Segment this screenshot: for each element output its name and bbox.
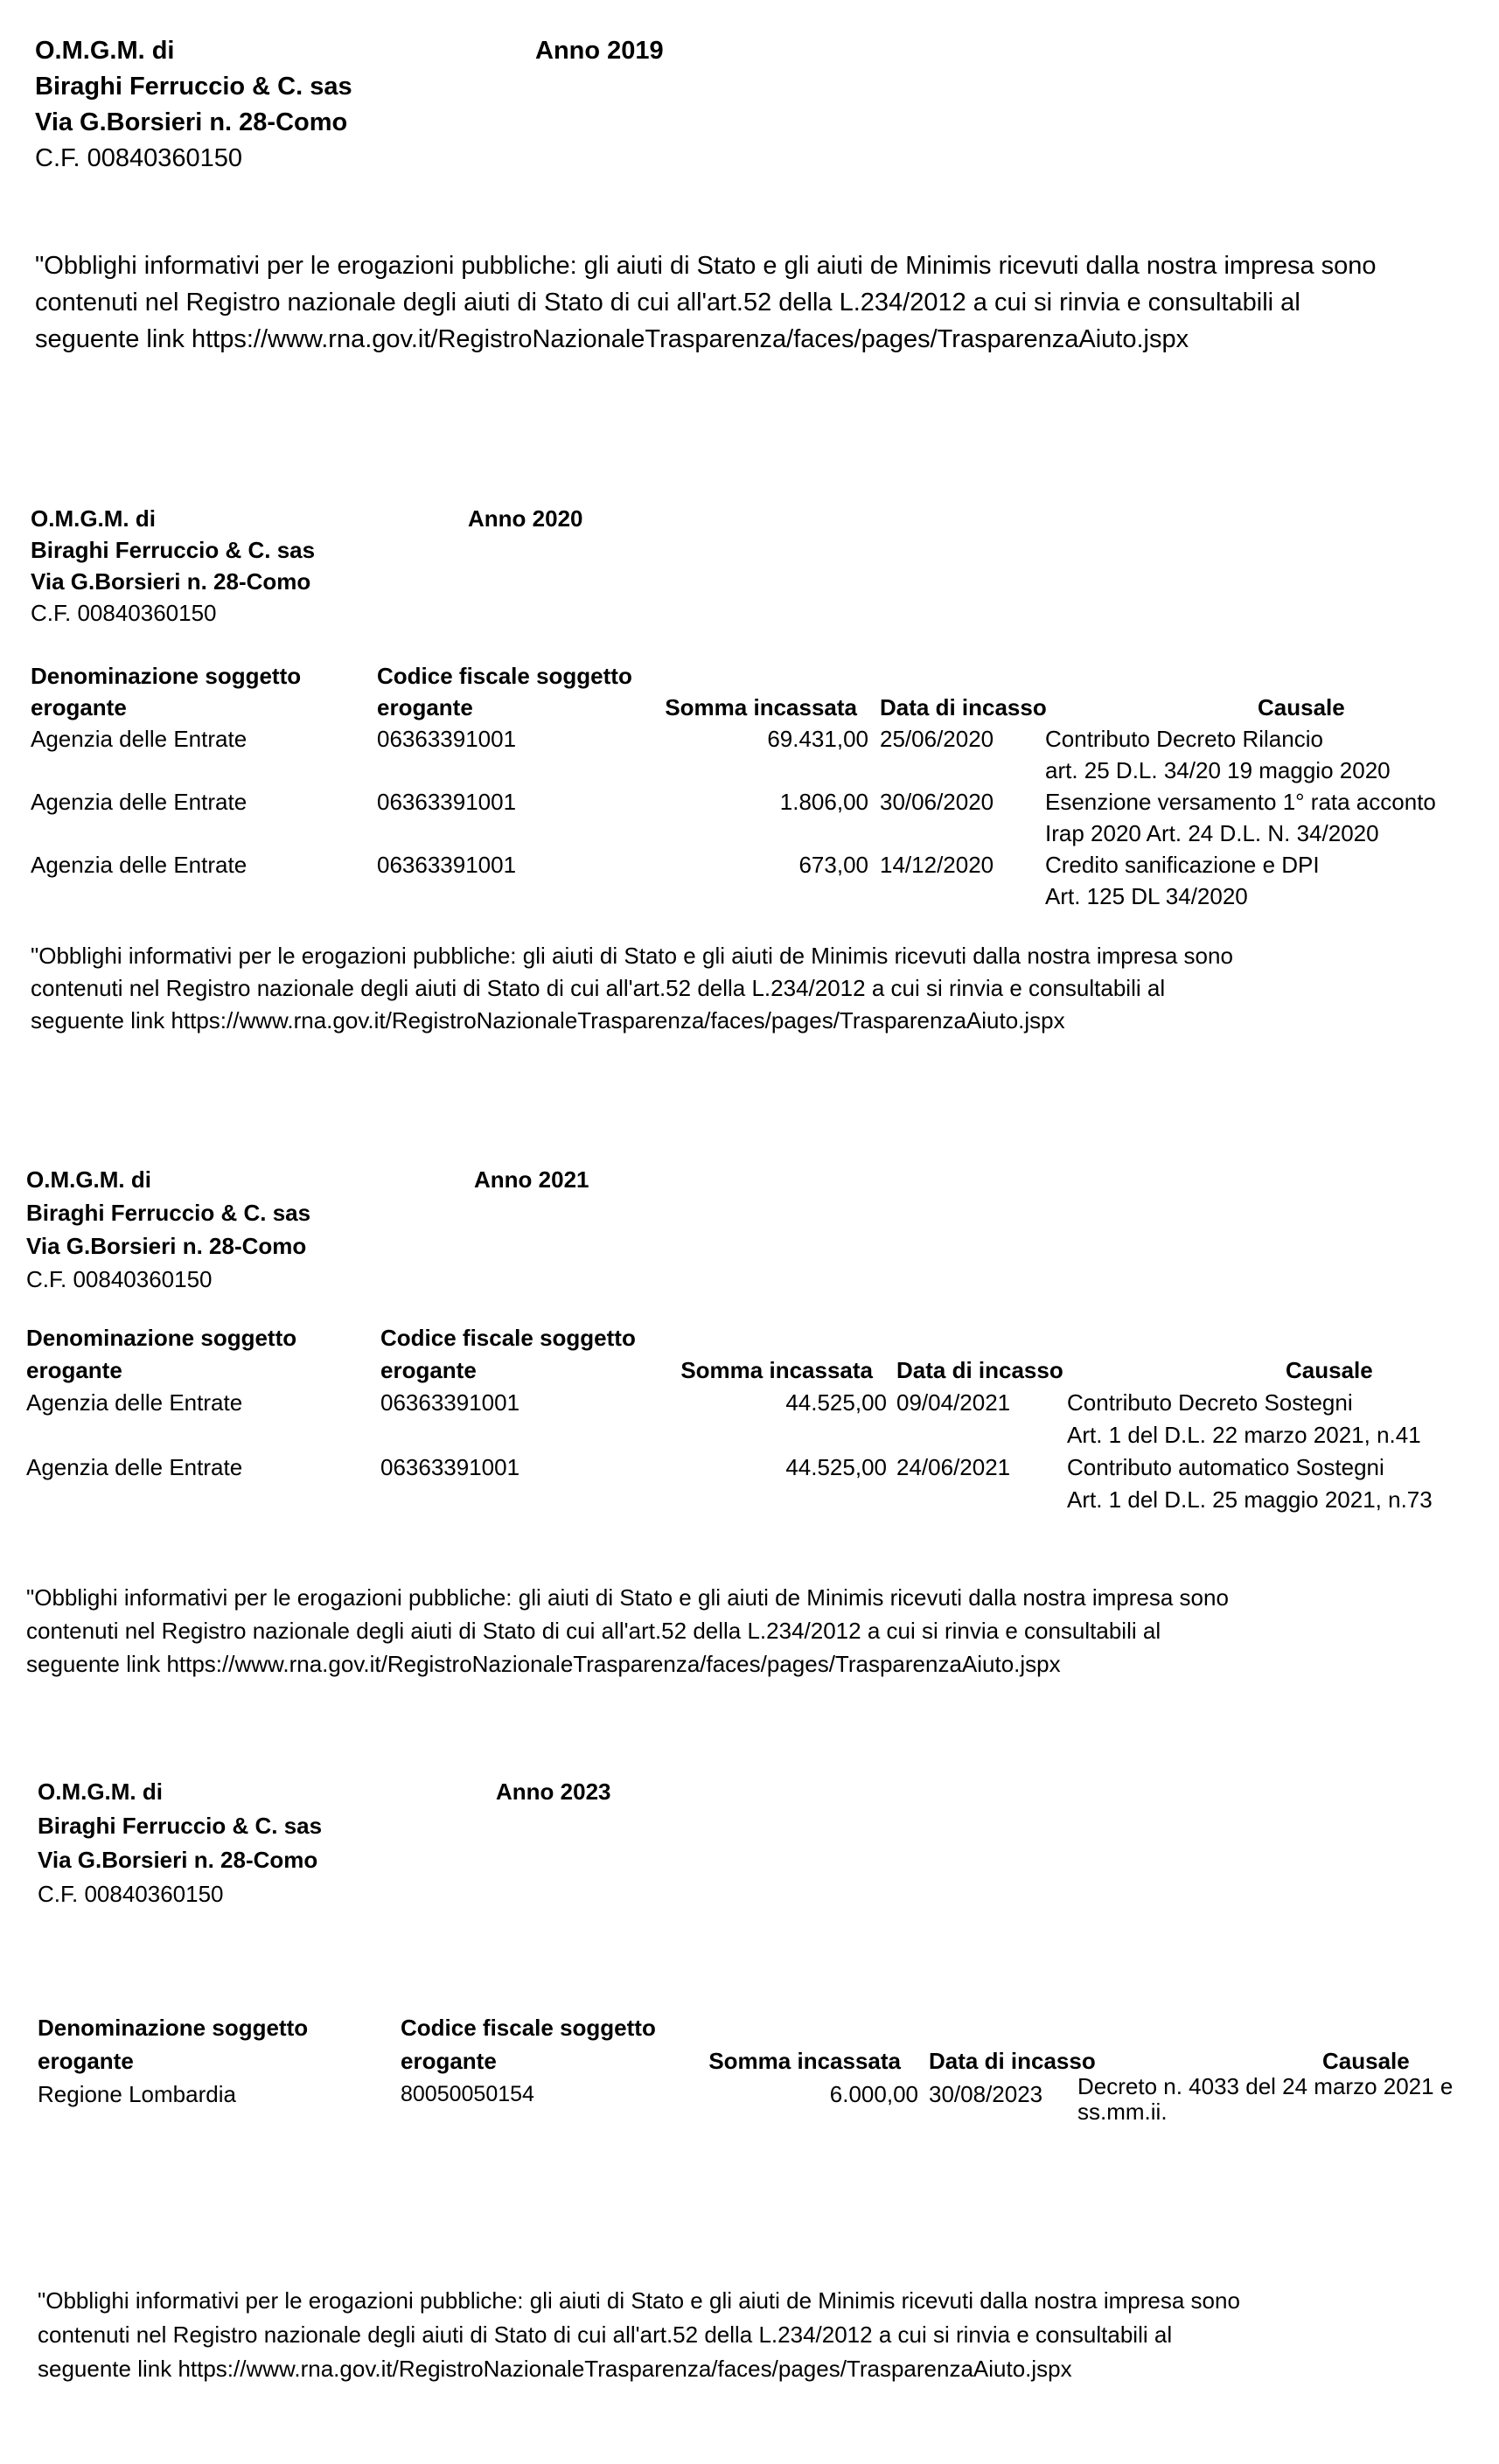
cell-causale: Credito sanificazione e DPI — [1045, 852, 1320, 878]
notice — [38, 2284, 1240, 2386]
cell-ente: Agenzia delle Entrate — [31, 726, 248, 752]
notice-line: contenuti nel Registro nazionale degli aiuti di Stato di cui all'art.52 della L.234/2012 a cui si rinvia e consultabili al — [35, 289, 1300, 317]
header-data: Data di incasso — [929, 2048, 1096, 2074]
header-somma: Somma incassata — [708, 2048, 901, 2074]
header-codice: Codice fiscale soggetto — [380, 1325, 636, 1351]
header-codice: erogante — [377, 694, 473, 720]
notice — [31, 940, 1233, 1037]
company-line2: Biraghi Ferruccio & C. sas — [26, 1200, 311, 1226]
cell-somma: 44.525,00 — [785, 1454, 887, 1480]
cell-ente: Agenzia delle Entrate — [26, 1454, 243, 1480]
cell-codice: 06363391001 — [380, 1454, 520, 1480]
cell-causale: Esenzione versamento 1° rata acconto — [1045, 789, 1436, 815]
company-name: O.M.G.M. di — [38, 1778, 163, 1805]
cell-somma: 6.000,00 — [829, 2081, 918, 2107]
header-denominazione: erogante — [38, 2048, 134, 2074]
year-label: Anno 2023 — [496, 1778, 611, 1805]
notice-line: contenuti nel Registro nazionale degli aiuti di Stato di cui all'art.52 della L.234/2012 a cui si rinvia e consultabili al — [38, 2321, 1173, 2348]
company-cf: C.F. 00840360150 — [35, 144, 243, 172]
header-somma: Somma incassata — [665, 694, 857, 720]
notice-line: contenuti nel Registro nazionale degli aiuti di Stato di cui all'art.52 della L.234/2012 a cui si rinvia e consultabili al — [26, 1618, 1161, 1644]
cell-causale: Art. 125 DL 34/2020 — [1045, 883, 1248, 909]
cell-ente: Regione Lombardia — [38, 2081, 236, 2107]
cell-somma: 1.806,00 — [779, 789, 868, 815]
cell-data: 30/08/2023 — [929, 2081, 1043, 2107]
header-codice: erogante — [401, 2048, 497, 2074]
cell-codice: 06363391001 — [377, 726, 517, 752]
company-header — [31, 503, 315, 629]
cell-causale: Contributo automatico Sostegni — [1067, 1454, 1384, 1480]
cell-codice: 80050050154 — [401, 2082, 534, 2106]
header-denominazione: erogante — [26, 1357, 122, 1383]
company-line2: Biraghi Ferruccio & C. sas — [35, 73, 352, 101]
cell-ente: Agenzia delle Entrate — [31, 852, 248, 878]
notice-line: "Obblighi informativi per le erogazioni pubbliche: gli aiuti di Stato e gli aiuti de Minimis ricevuti dalla nostra impresa sono — [35, 252, 1377, 280]
header-denominazione: Denominazione soggetto — [26, 1325, 297, 1351]
year-label: Anno 2020 — [468, 505, 583, 532]
year-label: Anno 2019 — [535, 37, 664, 65]
cell-data: 14/12/2020 — [880, 852, 994, 878]
cell-codice: 06363391001 — [377, 789, 517, 815]
notice-line: seguente link https://www.rna.gov.it/RegistroNazionaleTrasparenza/faces/pages/TrasparenzaAiuto.jspx — [38, 2356, 1072, 2382]
cell-data: 09/04/2021 — [896, 1389, 1011, 1416]
header-denominazione: Denominazione soggetto — [38, 2015, 309, 2041]
company-address: Via G.Borsieri n. 28-Como — [31, 568, 311, 595]
cell-causale: Decreto n. 4033 del 24 marzo 2021 e — [1077, 2073, 1454, 2099]
notice — [35, 247, 1377, 358]
header-codice: Codice fiscale soggetto — [377, 663, 632, 689]
header-somma: Somma incassata — [680, 1357, 873, 1383]
cell-causale: Art. 1 del D.L. 25 maggio 2021, n.73 — [1067, 1486, 1433, 1513]
header-data: Data di incasso — [896, 1357, 1063, 1383]
cell-data: 30/06/2020 — [880, 789, 994, 815]
cell-data: 25/06/2020 — [880, 726, 994, 752]
cell-somma: 673,00 — [798, 852, 868, 878]
header-causale: Causale — [1286, 1357, 1373, 1383]
cell-ente: Agenzia delle Entrate — [26, 1389, 243, 1416]
cell-ente: Agenzia delle Entrate — [31, 789, 248, 815]
year-label: Anno 2021 — [474, 1166, 589, 1193]
company-cf: C.F. 00840360150 — [38, 1881, 224, 1907]
notice — [26, 1581, 1229, 1681]
notice-line: seguente link https://www.rna.gov.it/RegistroNazionaleTrasparenza/faces/pages/TrasparenzaAiuto.jspx — [26, 1651, 1061, 1677]
notice-line: seguente link https://www.rna.gov.it/RegistroNazionaleTrasparenza/faces/pages/TrasparenzaAiuto.jspx — [35, 325, 1189, 353]
header-causale: Causale — [1322, 2048, 1410, 2074]
cell-somma: 69.431,00 — [767, 726, 868, 752]
notice-line: "Obblighi informativi per le erogazioni pubbliche: gli aiuti di Stato e gli aiuti de Minimis ricevuti dalla nostra impresa sono — [38, 2287, 1240, 2314]
company-name: O.M.G.M. di — [26, 1166, 151, 1193]
company-address: Via G.Borsieri n. 28-Como — [38, 1847, 318, 1873]
header-codice: Codice fiscale soggetto — [401, 2015, 656, 2041]
header-denominazione: erogante — [31, 694, 127, 720]
company-line2: Biraghi Ferruccio & C. sas — [38, 1813, 323, 1839]
cell-codice: 06363391001 — [380, 1389, 520, 1416]
cell-data: 24/06/2021 — [896, 1454, 1011, 1480]
notice-line: contenuti nel Registro nazionale degli aiuti di Stato di cui all'art.52 della L.234/2012 a cui si rinvia e consultabili al — [31, 975, 1166, 1001]
cell-causale: Art. 1 del D.L. 22 marzo 2021, n.41 — [1067, 1422, 1421, 1448]
notice-line: "Obblighi informativi per le erogazioni pubbliche: gli aiuti di Stato e gli aiuti de Minimis ricevuti dalla nostra impresa sono — [31, 943, 1233, 969]
cell-codice: 06363391001 — [377, 852, 517, 878]
cell-causale: Contributo Decreto Rilancio — [1045, 726, 1323, 752]
notice-line: "Obblighi informativi per le erogazioni pubbliche: gli aiuti di Stato e gli aiuti de Minimis ricevuti dalla nostra impresa sono — [26, 1584, 1229, 1611]
company-header — [35, 33, 352, 177]
company-address: Via G.Borsieri n. 28-Como — [35, 108, 348, 136]
cell-causale: Contributo Decreto Sostegni — [1067, 1389, 1353, 1416]
header-codice: erogante — [380, 1357, 477, 1383]
header-denominazione: Denominazione soggetto — [31, 663, 302, 689]
company-name: O.M.G.M. di — [31, 505, 156, 532]
header-data: Data di incasso — [880, 694, 1047, 720]
notice-line: seguente link https://www.rna.gov.it/RegistroNazionaleTrasparenza/faces/pages/TrasparenzaAiuto.jspx — [31, 1007, 1065, 1034]
cell-causale: ss.mm.ii. — [1077, 2099, 1168, 2125]
company-cf: C.F. 00840360150 — [31, 600, 217, 626]
header-causale: Causale — [1258, 694, 1345, 720]
company-header — [38, 1775, 322, 1911]
company-line2: Biraghi Ferruccio & C. sas — [31, 537, 316, 563]
cell-somma: 44.525,00 — [785, 1389, 887, 1416]
company-cf: C.F. 00840360150 — [26, 1266, 213, 1292]
company-address: Via G.Borsieri n. 28-Como — [26, 1233, 307, 1259]
company-header — [26, 1163, 310, 1296]
cell-causale: Irap 2020 Art. 24 D.L. N. 34/2020 — [1045, 820, 1379, 846]
company-name: O.M.G.M. di — [35, 37, 175, 65]
cell-causale: art. 25 D.L. 34/20 19 maggio 2020 — [1045, 757, 1391, 783]
